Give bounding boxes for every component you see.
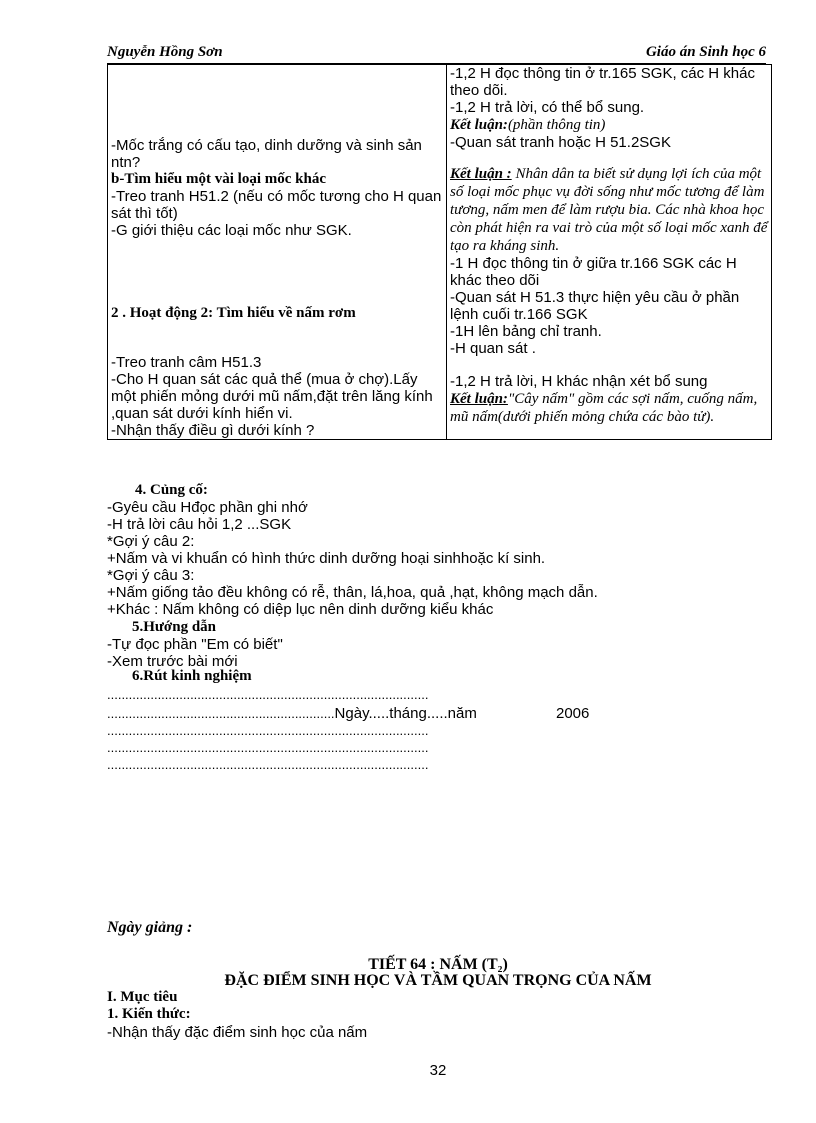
year-text: 2006	[556, 705, 590, 722]
conclusion3-label: Kết luận:	[450, 391, 508, 407]
right-line10: -1,2 H trả lời, H khác nhận xét bổ sung	[450, 373, 708, 390]
conclusion1-text: (phần thông tin)	[507, 117, 606, 133]
guidance-line2: -Xem trước bài mới	[107, 653, 238, 670]
dots-line4: .........................................................................................	[107, 740, 429, 755]
consolidation-line1: -Gyêu cầu Hđọc phần ghi nhớ	[107, 499, 308, 516]
left-cell	[108, 65, 447, 440]
guidance-heading: 5.Hướng dẫn	[132, 619, 217, 635]
lesson-table	[107, 64, 772, 440]
right-cell	[447, 65, 772, 440]
guidance-line1: -Tự đọc phần "Em có biết"	[107, 636, 283, 653]
activity2-line2: -Cho H quan sát các quả thể (mua ở chợ).Lấy một phiến mỏng dưới mũ nấm,đặt trên lăng kính ,quan sát dưới kính hiển vi.	[111, 371, 437, 422]
header-author: Nguyễn Hồng Sơn	[107, 44, 223, 60]
teaching-date-label: Ngày giảng :	[107, 919, 193, 936]
consolidation-line2: -H trả lời câu hỏi 1,2 ...SGK	[107, 516, 292, 533]
consolidation-line5: *Gợi ý câu 3:	[107, 567, 195, 584]
guidance-block	[107, 636, 283, 670]
right-line4: -Quan sát tranh hoặc H 51.2SGK	[450, 134, 671, 151]
activity2-line3: -Nhận thấy điều gì dưới kính ?	[111, 422, 315, 439]
conclusion2-label: Kết luận :	[450, 166, 512, 182]
right-line6: -1 H đọc thông tin ở giữa tr.166 SGK các H khác theo dõi	[450, 255, 741, 289]
right-line9: -H quan sát .	[450, 340, 536, 357]
question-structure: -Mốc trắng có cấu tạo, dinh dưỡng và sinh sản ntn?	[111, 137, 427, 171]
lesson-subtitle: ĐẶC ĐIỂM SINH HỌC VÀ TẦM QUAN TRỌNG CỦA NẤM	[224, 972, 652, 989]
consolidation-line4: +Nấm và vi khuẩn có hình thức dinh dưỡng hoại sinhhoặc kí sinh.	[107, 550, 546, 567]
right-line8: -1H lên bảng chỉ tranh.	[450, 323, 602, 340]
consolidation-line3: *Gợi ý câu 2:	[107, 533, 195, 550]
right-line2: -1,2 H trả lời, có thể bổ sung.	[450, 99, 645, 116]
dots-line5: .........................................................................................	[107, 757, 429, 772]
date-text: Ngày.....tháng.....năm	[334, 705, 477, 722]
page-number: 32	[429, 1062, 447, 1079]
header-subject: Giáo án Sinh học 6	[645, 44, 766, 60]
dots-line2	[107, 705, 477, 722]
consolidation-line7: +Khác : Nấm không có diệp lục nên dinh dưỡng kiểu khác	[107, 601, 494, 618]
activity2-heading: 2 . Hoạt động 2: Tìm hiểu về nấm rơm	[111, 305, 356, 321]
conclusion2-text: Nhân dân ta biết sử dụng lợi ích của một số loại mốc phục vụ đời sống như mốc tương để làm tương, nấm men để làm rượu bia. Các nhà khoa học còn phát hiện ra vai trò của một số loại mốc xanh để tạo ra kháng sinh.	[450, 166, 772, 254]
dots-line1: .........................................................................................	[107, 687, 429, 702]
right-line7: -Quan sát H 51.3 thực hiện yêu cầu ở phần lệnh cuối tr.166 SGK	[450, 289, 744, 323]
knowledge-line1: -Nhận thấy đặc điểm sinh học của nấm	[107, 1024, 368, 1041]
section-objectives: I. Mục tiêu	[107, 989, 178, 1005]
conclusion1-label: Kết luận:	[450, 117, 508, 133]
lesson-title: TIẾT 64 : NẤM (T₂)	[368, 956, 508, 973]
knowledge-heading: 1. Kiến thức:	[107, 1006, 191, 1022]
experience-heading: 6.Rút kinh nghiệm	[132, 668, 252, 684]
activity2-line1: -Treo tranh câm H51.3	[111, 354, 262, 371]
dots-line3: .........................................................................................	[107, 723, 429, 738]
consolidation-line6: +Nấm giống tảo đều không có rễ, thân, lá,hoa, quả ,hạt, không mạch dẫn.	[107, 584, 598, 601]
consolidation-heading: 4. Củng cố:	[135, 482, 208, 498]
consolidation-block	[107, 499, 598, 618]
right-line1: -1,2 H đọc thông tin ở tr.165 SGK, các H khác theo dõi.	[450, 65, 760, 99]
section-b-line2: -G giới thiệu các loại mốc như SGK.	[111, 222, 352, 239]
section-b-heading: b-Tìm hiểu một vài loại mốc khác	[111, 171, 327, 187]
conclusion3-text: "Cây nấm" gồm các sợi nấm, cuống nấm, mũ nấm(dưới phiến mỏng chứa các bào tử).	[450, 391, 762, 425]
section-b-line1: -Treo tranh H51.2 (nếu có mốc tương cho H quan sát thì tốt)	[111, 188, 446, 222]
dots-line2-prefix: ...............................................................	[107, 706, 335, 721]
